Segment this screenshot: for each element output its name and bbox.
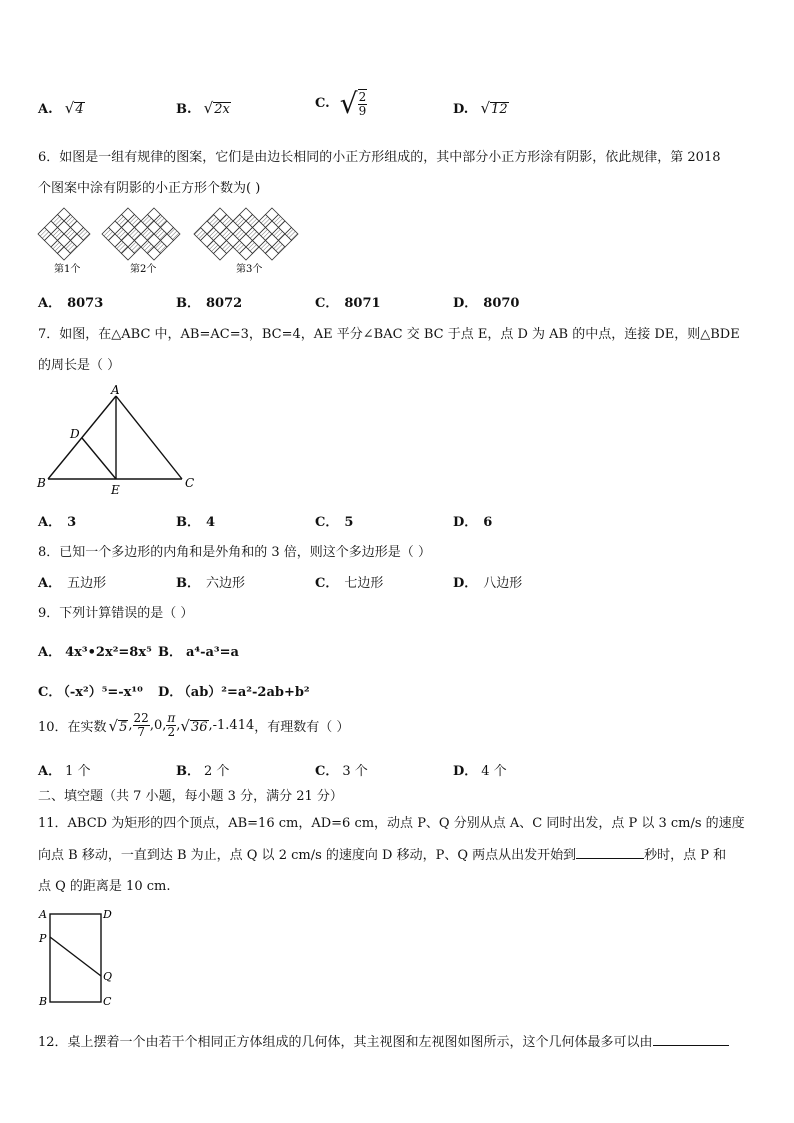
sqrt-2x: √ 2x	[203, 99, 230, 117]
q7-triangle-figure	[34, 382, 200, 500]
q12-answer-blank[interactable]	[653, 1045, 729, 1046]
q10-item-sqrt36: √ 36	[180, 716, 208, 735]
sqrt-12: √ 12	[480, 99, 508, 117]
q11-rectangle-figure	[36, 904, 116, 1008]
q11-text-line1: 11．ABCD 为矩形的四个顶点，AB=16 cm，AD=6 cm，动点 P、Q 分别从点 A、C 同时出发，点 P 以 3 cm/s 的速度	[38, 816, 745, 831]
label-C: C	[103, 995, 112, 1008]
q6-option-b: B． 8072	[176, 296, 243, 311]
q8-option-b: B． 六边形	[176, 576, 246, 591]
q9-option-b: B． a⁴-a³=a	[158, 645, 239, 660]
q7-text-line1: 7．如图，在△ABC 中，AB=AC=3，BC=4，AE 平分∠BAC 交 BC 于点 E，点 D 为 AB 的中点，连接 DE，则△BDE	[38, 327, 740, 342]
sqrt-4: √ 4	[64, 99, 84, 117]
q11-text-line3: 点 Q 的距离是 10 cm.	[38, 879, 171, 894]
q9-text: 9．下列计算错误的是（ ）	[38, 606, 194, 621]
q8-option-c: C． 七边形	[315, 576, 384, 591]
q6-option-d: D． 8070	[453, 296, 520, 311]
label-B: B	[39, 995, 48, 1008]
label-A: A	[111, 383, 120, 397]
q10-option-b: B． 2 个	[176, 764, 230, 779]
pattern-label-1: 第1个	[54, 264, 81, 275]
q6-pattern-figure	[36, 206, 316, 278]
q7-option-a: A． 3	[38, 515, 77, 530]
pattern-diamonds	[38, 208, 298, 260]
q9-option-a: A． 4x³•2x²=8x⁵	[38, 645, 152, 660]
pattern-1-diamond-1	[38, 208, 90, 260]
sqrt-fraction: √ $\frac{2}{9}$	[339, 86, 367, 120]
q7-option-b: B． 4	[176, 515, 216, 530]
pattern-label-2: 第2个	[130, 264, 157, 275]
q9-option-c: C． （-x²）⁵=-x¹⁰	[38, 685, 143, 700]
q10-item-0: 5	[119, 719, 128, 735]
q7-text-line2: 的周长是（ ）	[38, 358, 121, 373]
q7-option-d: D． 6	[453, 515, 493, 530]
q5-option-d: D. √ 12	[453, 99, 508, 117]
q10-option-c: C． 3 个	[315, 764, 368, 779]
q10-option-a: A． 1 个	[38, 764, 91, 779]
label-Q: Q	[103, 970, 113, 983]
q8-option-a: A． 五边形	[38, 576, 107, 591]
section-title: 二、填空题（共 7 小题，每小题 3 分，满分 21 分）	[38, 789, 343, 804]
label-A: A	[39, 908, 47, 921]
q10-item-pi-half: $\frac{\pi}{2}$	[167, 711, 176, 739]
pattern-label-3: 第3个	[236, 264, 263, 275]
label-C: C	[185, 476, 195, 490]
label-E: E	[111, 483, 120, 497]
q12-text: 12．桌上摆着一个由若干个相同正方体组成的几何体，其主视图和左视图如图所示，这个几何体最多可以由	[38, 1031, 729, 1050]
q11-text-line2: 向点 B 移动，一直到达 B 为止，点 Q 以 2 cm/s 的速度向 D 移动，P、Q 两点从出发开始到 秒时，点 P 和	[38, 848, 727, 863]
q10-text: 10．在实数 √ 5 , $\frac{22}{7}$ ,0, $\frac{\pi}{2}$ , √ 36 ,-1.414 ，有理数有（ ）	[38, 711, 350, 739]
q8-option-d: D． 八边形	[453, 576, 523, 591]
q9-option-d: D． （ab）²=a²-2ab+b²	[158, 685, 310, 700]
q5-option-a: A. √ 4	[38, 99, 84, 117]
q10-item-sqrt5: √ 5	[108, 716, 128, 735]
q10-option-d: D． 4 个	[453, 764, 507, 779]
q7-option-c: C． 5	[315, 515, 354, 530]
q6-option-c: C． 8071	[315, 296, 381, 311]
q5-option-c: C. √ $\frac{2}{9}$	[315, 86, 367, 120]
label-D: D	[103, 908, 112, 921]
q6-text-line2: 个图案中涂有阴影的小正方形个数为( )	[38, 181, 261, 196]
q6-option-a: A． 8073	[38, 296, 104, 311]
q5-option-b: B. √ 2x	[176, 99, 230, 117]
q8-text: 8．已知一个多边形的内角和是外角和的 3 倍，则这个多边形是（ ）	[38, 545, 431, 560]
label-D: D	[70, 427, 80, 441]
label-B: B	[37, 476, 46, 490]
q6-text-line1: 6．如图是一组有规律的图案，它们是由边长相同的小正方形组成的，其中部分小正方形涂有阴影，依此规律，第 2018	[38, 150, 721, 165]
q11-answer-blank[interactable]	[576, 858, 644, 859]
label-P: P	[39, 932, 47, 945]
q10-item-frac: $\frac{22}{7}$	[133, 711, 149, 739]
